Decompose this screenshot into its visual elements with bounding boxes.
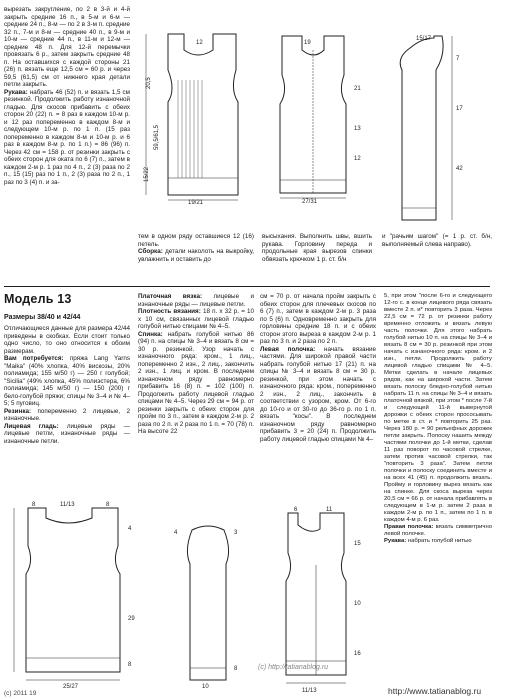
sleeve-outline [187, 526, 228, 680]
dim-label: 12 [196, 40, 203, 46]
rib-heading: Резинка: [4, 407, 32, 415]
sleeve-outline [400, 36, 443, 220]
page-footer: (c) 2011 19 [4, 690, 37, 697]
dim-label: 15/22 [144, 166, 150, 182]
pattern-column-4 [384, 293, 492, 545]
dim-label: 8 [106, 502, 110, 508]
dim-label: 42 [456, 166, 463, 172]
dim-label: 10 [202, 684, 209, 690]
watermark-bottom[interactable]: http://www.tatianablog.ru [388, 686, 482, 696]
dim-label: 8 [234, 666, 238, 672]
sleeves2-heading: Рукава: [384, 538, 407, 544]
dim-label: 4 [128, 526, 132, 532]
dim-label: 4 [174, 530, 178, 536]
dim-label: 16 [354, 651, 361, 657]
back-schematic-figure [138, 30, 258, 205]
dim-label: 10 [354, 601, 361, 607]
dim-label: 21 [354, 86, 361, 92]
assembly-text [138, 233, 254, 263]
model13-back-schematic [8, 500, 148, 690]
pattern-column-3 [260, 293, 376, 443]
top-left-paragraph: вырезать закругление, по 2 в 3-й и 4-й закрыть средние 16 п., в 5-м и 6-м — средние 24 п., 8-м — по 2 в 3-м п. средние 32 п., 7-м и 8-м — средние 40 п., в 9-м и 10-м — средние 44 п., в 11-м и 12-м — средние 48 п. Для 12-й перемычки провязать 6 р., затем закрыть средние 48 п. На оставшихся с каждой стороны 21 (26) п. вязать еще 12,5 см = 60 р. и через 59,5 (61,5) см от нижнего края детали петли закрыть. [4, 6, 130, 88]
dim-label: 19 [304, 40, 311, 46]
dim-label: 20,5 [146, 77, 152, 89]
garter-heading: Платочная вязка: [138, 293, 203, 300]
dim-label: 11/13 [302, 688, 317, 694]
dim-label: 59,5/61,5 [154, 124, 160, 150]
dim-label: 15 [354, 541, 361, 547]
finishing-paragraph: высыхания. Выполнить швы, вшить рукава. Горловину переда и продольные края вырезов спинки обвязать крючком 1 р. ст. б/н [262, 233, 372, 263]
gauge-text: 18 п. x 32 р. = 10 x 10 см, связанных лицевой гладью голубой нитью спицами № 4–5. [138, 308, 254, 330]
left-front-text: начать вязание частями. Для широкой правой части набрать голубой нитью 17 (21) п. на спицы № 3–4 и вязать 8 см = 30 р. резинкой, при этом начать с изнаночного ряда: кром., попеременно 2 изн., 2 лиц., закончить в соответствии с узором, кром. От 6-го до 10-го и от 30-го до 36-го р. по 1 п. вязать "косы". В последнем изнаночном ряду равномерно прибавить 3 = 20 (24) п. Продолжить работу лицевой гладью спицами № 4– [260, 345, 376, 443]
dim-label: 8 [128, 662, 132, 668]
dim-label: 8 [32, 502, 36, 508]
back-heading: Спинка: [138, 330, 163, 338]
stockinette-heading: Лицевая гладь: [4, 422, 59, 430]
dim-label: 6 [294, 507, 298, 513]
finishing-text [262, 233, 372, 263]
dim-label: 3 [234, 530, 238, 536]
garter-text: лицевые и изнаночные ряды — лицевые петли. [138, 293, 254, 308]
section-divider [4, 286, 490, 287]
stockinette-text: лицевые ряды — лицевые петли, изнаночные ряды — изнаночные петли. [4, 422, 130, 445]
dim-label: 11 [326, 507, 333, 513]
model13-sleeve-schematic [160, 520, 260, 690]
sleeves-heading: Рукава: [4, 88, 28, 96]
assembly-paragraph: детали наколоть на выкройку, увлажнить и оставить до [138, 248, 254, 263]
dim-label: 12 [354, 156, 361, 162]
right-front-text: вязать симметрично левой полочке. [384, 524, 492, 537]
size-note: Отличающиеся данные для размера 42/44 приведены в скобках. Если стоит только одно число, то оно относится к обоим размерам. [4, 325, 130, 355]
back-outline [168, 34, 238, 195]
dim-label: 15/17 [416, 36, 432, 42]
dim-label: 17 [456, 106, 463, 112]
back-outline [26, 508, 120, 672]
crab-stitch-paragraph: и "рачьим шагом" (= 1 р. ст. б/н, выполняемый слева направо). [382, 233, 492, 248]
left-front-continued: 5, при этом "после 6-го и следующего 12-го с. в конце лицевого ряда связать вместе 2 п. и* повторить 3 раза. Через 22,5 см = 72 р. от резинки работу временно отложить и вязать левую часть полочки. Для этого набрать голубой нитью 10 п. на спицы № 3–4 и вязать 8 см = 30 р. резинкой при этом начать с изнаночного ряда: кром. и 2 изн., петли. Продолжить работу лицевой гладью спицами № 4–5. Метки сделать в начале лицевых рядов, как на широкой части. Затем вязать полоску бледно-голубой нитью набрать 11 п. на спицы № 3–4 и вязать платочной вязкой, при этом * после 7-й и следующей 11-й вывернутой дорожки с обеих сторон прососывать по метке в ст. и * повторить 25 раз. Через 180 р. = 90 рельефных дорожек петли закрыть. Полоску нашить между частями полочки до 1-й метки, сделав 11 раз поворот по часовой стрелке, затем против часовой стрелки, так "повторить 3 раза". Затем петли полочки и полоску соединить вместе и на всех 41 (45) п. продолжить вязать. Пройму и горловину вырез вязать как на спинке. Для скоса выреза через 20,5 см = 66 р. от начала прибавлять в следующем в 1-м р. затем 2 раза в каждом 2-м р. по 1 п., затем по 1 п. в каждом 4-м р. 6 раз. [384, 293, 492, 523]
dim-label: 29 [128, 616, 135, 622]
sleeve-schematic-figure [382, 30, 492, 230]
gauge-heading: Плотность вязания: [138, 308, 201, 315]
pattern-column-2 [138, 293, 254, 436]
dim-label: 25/27 [63, 684, 79, 690]
materials-heading: Вам потребуется: [4, 355, 64, 362]
right-front-heading: Правая полочка: [384, 524, 434, 530]
front-schematic-figure [262, 30, 372, 205]
left-front-heading: Левая полочка: [260, 345, 316, 353]
sleeves2-text: набрать голубой нитью [407, 538, 472, 544]
dim-label: 7 [456, 56, 460, 62]
model-title: Модель 13 [4, 292, 72, 306]
materials-text: пряжа Lang Yarns "Maika" (40% хлопка, 40% вискозы, 20% полиамида; 155 м/50 г) — 250 г голубой; "Sicilia" (49% хлопка, 45% полиэстера, 6% полиамида; 145 м/50 г) — 150 (200) г бело-голубой пряжи; спицы № 3–4 и № 4–5; 5 пуговиц. [4, 355, 130, 407]
dim-label: 11/13 [60, 502, 75, 508]
shoulder-text: см = 70 р. от начала пройм закрыть с обеих сторон для плечевых скосов по 6 (7) п., затем в каждом 2-м р. 3 раза по 5 (6) п. Одновременно закрыть для горловины средние 18 п. и с обеих сторон этого выреза в каждом 2-м р. 1 раз по 3 п. и 2 раза по 2 п. [260, 293, 376, 345]
watermark-mid: (c) http://tatianablog.ru [258, 664, 329, 671]
back-text: набрать голубой нитью 86 (94) п. на спицы № 3–4 и вязать 8 см = 30 р. резинкой. Узор начать с изнаночного ряда: кром., 1 лиц., попеременно 2 изн., 2 лиц., закончить 2 изн., 1 лиц. и кром. В последнем изнаночном ряду равномерно прибавить 16 (8) п. = 102 (100) п. Продолжить работу лицевой гладью спицами № 4–5. Через 29 см = 94 р. от резинки закрыть с обеих сторон для пройм по 3 п., затем в каждом 2-м р. 2 раза по 2 п. и 2 раза по 1 п. = 70 (78) п. На высоте 22 [138, 330, 254, 435]
dim-label: 27/31 [302, 199, 318, 205]
assembly-heading: Сборка: [138, 248, 163, 255]
pattern-text-top-left [4, 6, 130, 186]
sizes-label: Размеры 38/40 и 42/44 [4, 314, 81, 321]
dim-label: 13 [354, 126, 361, 132]
center-top-paragraph: тем в одном ряду оставшиеся 12 (16) петель. [138, 233, 254, 248]
crab-stitch-text [382, 233, 492, 248]
sleeves-text: набрать 46 (52) п. и вязать 1,5 см резинкой. Продолжить работу изнаночной гладью. Для скосов прибавить с обеих сторон 20 (22) п. = 8 раз в каждом 10-м р. и 12 раз попеременно в каждом 8-м и следующем 10-м р. по 1 п. (15 раз попеременно в каждом 8-м и 10-м р. и 6 раз в каждом 8-м р. по 1 п.) = 86 (96) п. Через 42 см = 158 р. от резинки закрыть с обеих сторон для оката по 6 (7) п., затем в каждом 2-м р. 1 раз по 4 п., 2 (3) раза по 2 п., 15 (15) раз по 1 п., 2 (3) раза по 2 п., 1 раз по 3 (4) п. и за- [4, 88, 131, 186]
materials-column [4, 325, 130, 445]
rib-text: попеременно 2 лицевые, 2 изнаночные. [4, 407, 130, 422]
dim-label: 19/21 [188, 200, 204, 205]
